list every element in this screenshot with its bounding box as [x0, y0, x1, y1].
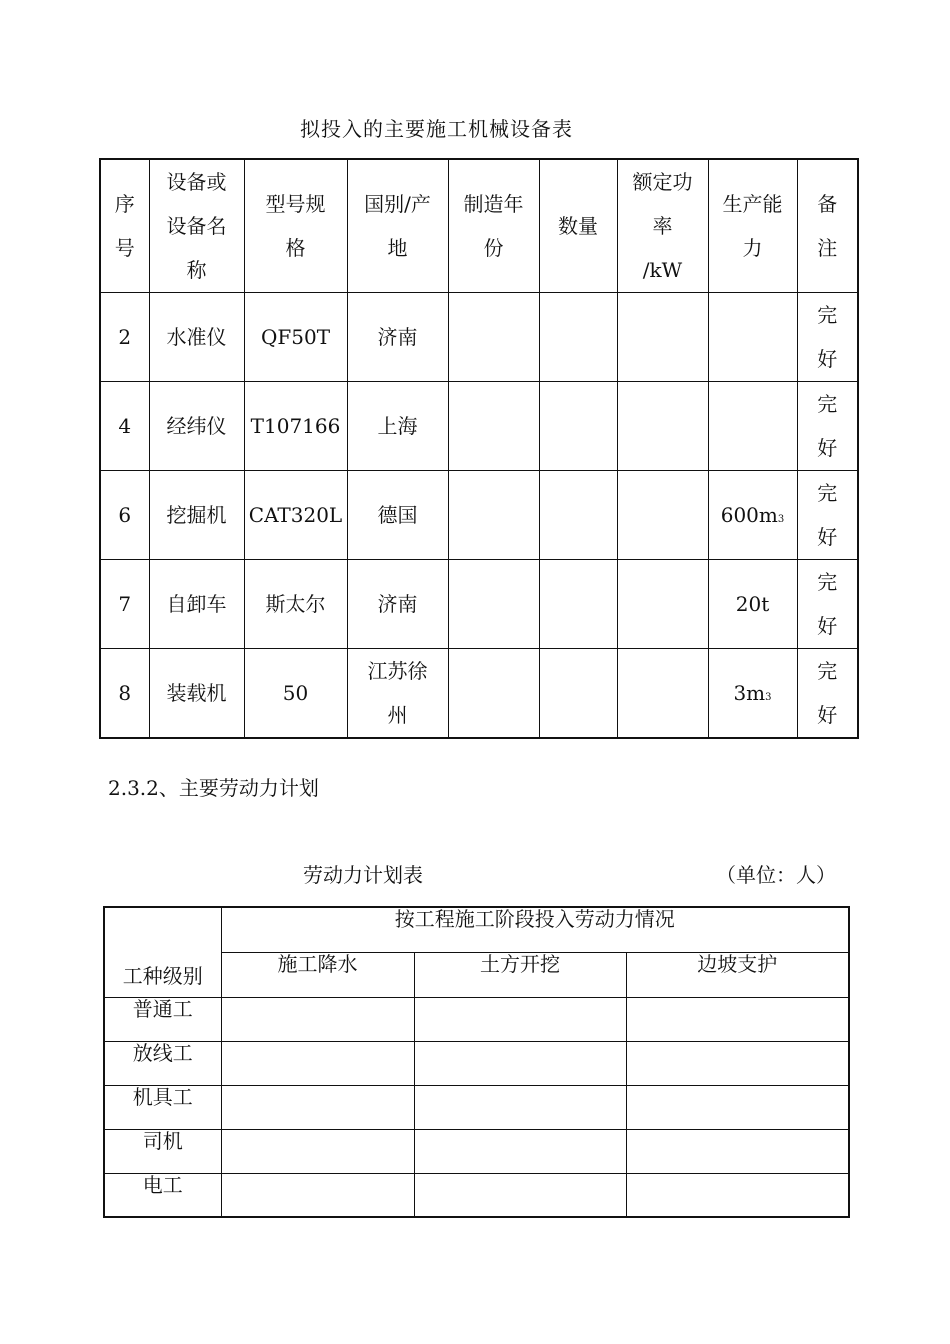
- cell-remark: 完 好: [797, 293, 858, 382]
- cell-year: [448, 560, 539, 649]
- header-seq: 序 号: [100, 159, 149, 293]
- cell-model: 斯太尔: [244, 560, 347, 649]
- labor-cell: [626, 997, 849, 1041]
- cell-seq: 2: [100, 293, 149, 382]
- cell-qty: [539, 293, 617, 382]
- header-name: 设备或 设备名 称: [149, 159, 244, 293]
- labor-row: [104, 997, 849, 1041]
- cell-qty: [539, 382, 617, 471]
- cell-remark: 完 好: [797, 560, 858, 649]
- cell-year: [448, 649, 539, 739]
- cell-name: 水准仪: [149, 293, 244, 382]
- cell-qty: [539, 649, 617, 739]
- labor-group-header: 按工程施工阶段投入劳动力情况: [221, 907, 849, 952]
- cell-origin: 德国: [347, 471, 448, 560]
- cell-name: 经纬仪: [149, 382, 244, 471]
- cell-seq: 7: [100, 560, 149, 649]
- cell-capacity: 600m3: [708, 471, 797, 560]
- labor-row: [104, 1085, 849, 1129]
- labor-trade-label: 放线工: [104, 1041, 221, 1085]
- labor-cell: [414, 1041, 626, 1085]
- cell-model: QF50T: [244, 293, 347, 382]
- header-capacity: 生产能 力: [708, 159, 797, 293]
- labor-cell: [414, 1173, 626, 1217]
- cell-year: [448, 293, 539, 382]
- equipment-table-title: 拟投入的主要施工机械设备表: [300, 117, 573, 141]
- equipment-row: [100, 560, 858, 649]
- labor-cell: [414, 1129, 626, 1173]
- labor-phase-header: 土方开挖: [414, 952, 626, 997]
- labor-cell: [221, 1173, 414, 1217]
- labor-row: [104, 1041, 849, 1085]
- labor-phase-header: 边坡支护: [626, 952, 849, 997]
- cell-qty: [539, 560, 617, 649]
- header-year: 制造年 份: [448, 159, 539, 293]
- cell-capacity: 3m3: [708, 649, 797, 739]
- header-model: 型号规 格: [244, 159, 347, 293]
- equipment-header-row: [100, 159, 858, 293]
- cell-name: 装载机: [149, 649, 244, 739]
- labor-row-header: 工种级别: [104, 907, 221, 997]
- equipment-table: [99, 158, 859, 739]
- labor-cell: [626, 1173, 849, 1217]
- labor-phase-header: 施工降水: [221, 952, 414, 997]
- cell-seq: 4: [100, 382, 149, 471]
- cell-capacity: 20t: [708, 560, 797, 649]
- labor-cell: [221, 1041, 414, 1085]
- labor-row: [104, 1129, 849, 1173]
- labor-group-row: [104, 907, 849, 952]
- equipment-row: [100, 649, 858, 739]
- cell-seq: 8: [100, 649, 149, 739]
- equipment-row: [100, 471, 858, 560]
- labor-cell: [626, 1085, 849, 1129]
- labor-cell: [414, 997, 626, 1041]
- cell-name: 自卸车: [149, 560, 244, 649]
- cell-remark: 完 好: [797, 382, 858, 471]
- cell-year: [448, 382, 539, 471]
- cell-capacity: [708, 382, 797, 471]
- labor-table: [103, 906, 850, 1218]
- section-heading: 2.3.2、主要劳动力计划: [108, 776, 319, 800]
- labor-cell: [221, 1129, 414, 1173]
- labor-cell: [414, 1085, 626, 1129]
- cell-origin: 济南: [347, 560, 448, 649]
- labor-trade-label: 司机: [104, 1129, 221, 1173]
- labor-cell: [626, 1041, 849, 1085]
- header-remark: 备 注: [797, 159, 858, 293]
- cell-power: [617, 560, 708, 649]
- cell-year: [448, 471, 539, 560]
- cell-power: [617, 471, 708, 560]
- cell-qty: [539, 471, 617, 560]
- cell-name: 挖掘机: [149, 471, 244, 560]
- labor-row: [104, 1173, 849, 1217]
- unit-superscript: 3: [765, 692, 772, 703]
- cell-model: T107166: [244, 382, 347, 471]
- cell-remark: 完 好: [797, 471, 858, 560]
- cell-origin: 江苏徐 州: [347, 649, 448, 739]
- cell-seq: 6: [100, 471, 149, 560]
- labor-table-unit: （单位：人）: [716, 863, 836, 887]
- labor-trade-label: 普通工: [104, 997, 221, 1041]
- unit-superscript: 3: [777, 514, 785, 525]
- labor-trade-label: 机具工: [104, 1085, 221, 1129]
- cell-capacity: [708, 293, 797, 382]
- cell-origin: 上海: [347, 382, 448, 471]
- cell-remark: 完 好: [797, 649, 858, 739]
- cell-model: CAT320L: [244, 471, 347, 560]
- cell-power: [617, 293, 708, 382]
- cell-model: 50: [244, 649, 347, 739]
- labor-table-title: 劳动力计划表: [303, 863, 423, 887]
- equipment-row: [100, 293, 858, 382]
- cell-origin: 济南: [347, 293, 448, 382]
- labor-cell: [221, 1085, 414, 1129]
- cell-power: [617, 649, 708, 739]
- labor-cell: [221, 997, 414, 1041]
- header-qty: 数量: [539, 159, 617, 293]
- cell-power: [617, 382, 708, 471]
- equipment-row: [100, 382, 858, 471]
- header-origin: 国别/产 地: [347, 159, 448, 293]
- labor-cell: [626, 1129, 849, 1173]
- header-power: 额定功 率 /kW: [617, 159, 708, 293]
- labor-trade-label: 电工: [104, 1173, 221, 1217]
